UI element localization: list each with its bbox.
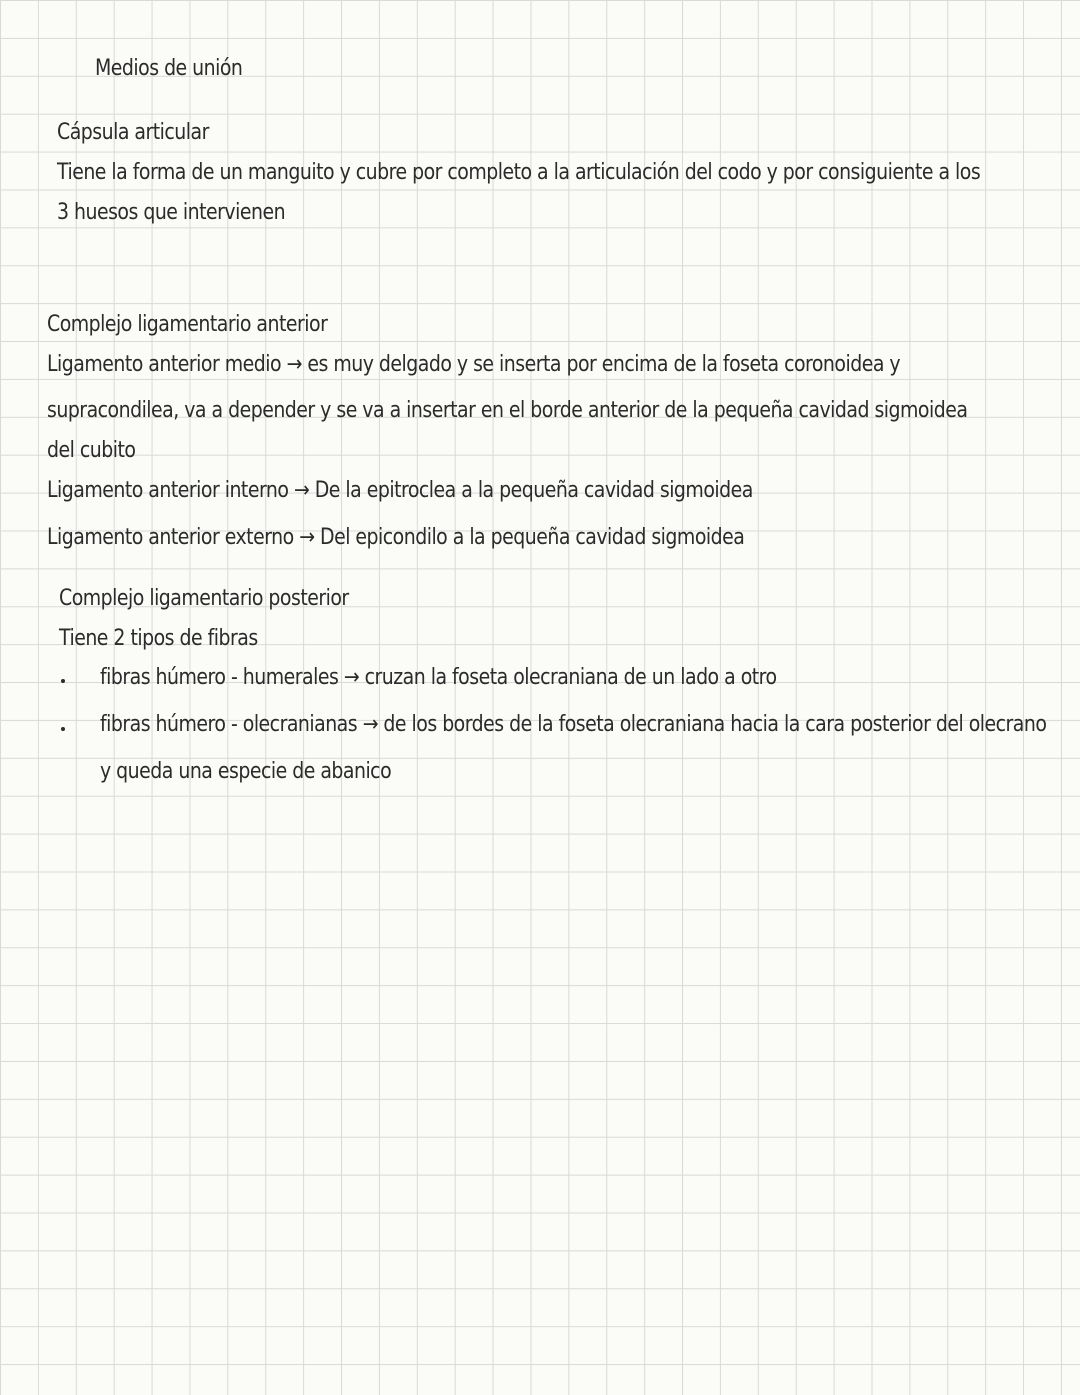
list-item: fibras húmero - olecranianas → de los bordes de la foseta olecraniana hacia la cara posterior del olecrano [100,712,1047,737]
text-line: supracondilea, va a depender y se va a insertar en el borde anterior de la pequeña cavidad sigmoidea [47,398,968,423]
bullet-dot-icon [61,679,65,683]
list-item: fibras húmero - humerales → cruzan la foseta olecraniana de un lado a otro [100,665,777,690]
bullet-dot-icon [61,727,65,731]
text-line: Ligamento anterior interno → De la epitroclea a la pequeña cavidad sigmoidea [47,478,753,503]
text-line: Ligamento anterior medio → es muy delgado y se inserta por encima de la foseta coronoidea y [47,352,901,377]
section-heading: Complejo ligamentario anterior [47,312,328,337]
text-line: Tiene la forma de un manguito y cubre por completo a la articulación del codo y por consiguiente a los [57,160,981,185]
section-heading: Cápsula articular [57,120,209,145]
text-line: Tiene 2 tipos de fibras [59,626,258,651]
text-line: 3 huesos que intervienen [57,200,286,225]
list-item-continuation: y queda una especie de abanico [100,759,392,784]
section-heading: Complejo ligamentario posterior [59,586,349,611]
text-line: Ligamento anterior externo → Del epicondilo a la pequeña cavidad sigmoidea [47,525,745,550]
page-title: Medios de unión [95,56,243,81]
text-line: del cubito [47,438,136,463]
